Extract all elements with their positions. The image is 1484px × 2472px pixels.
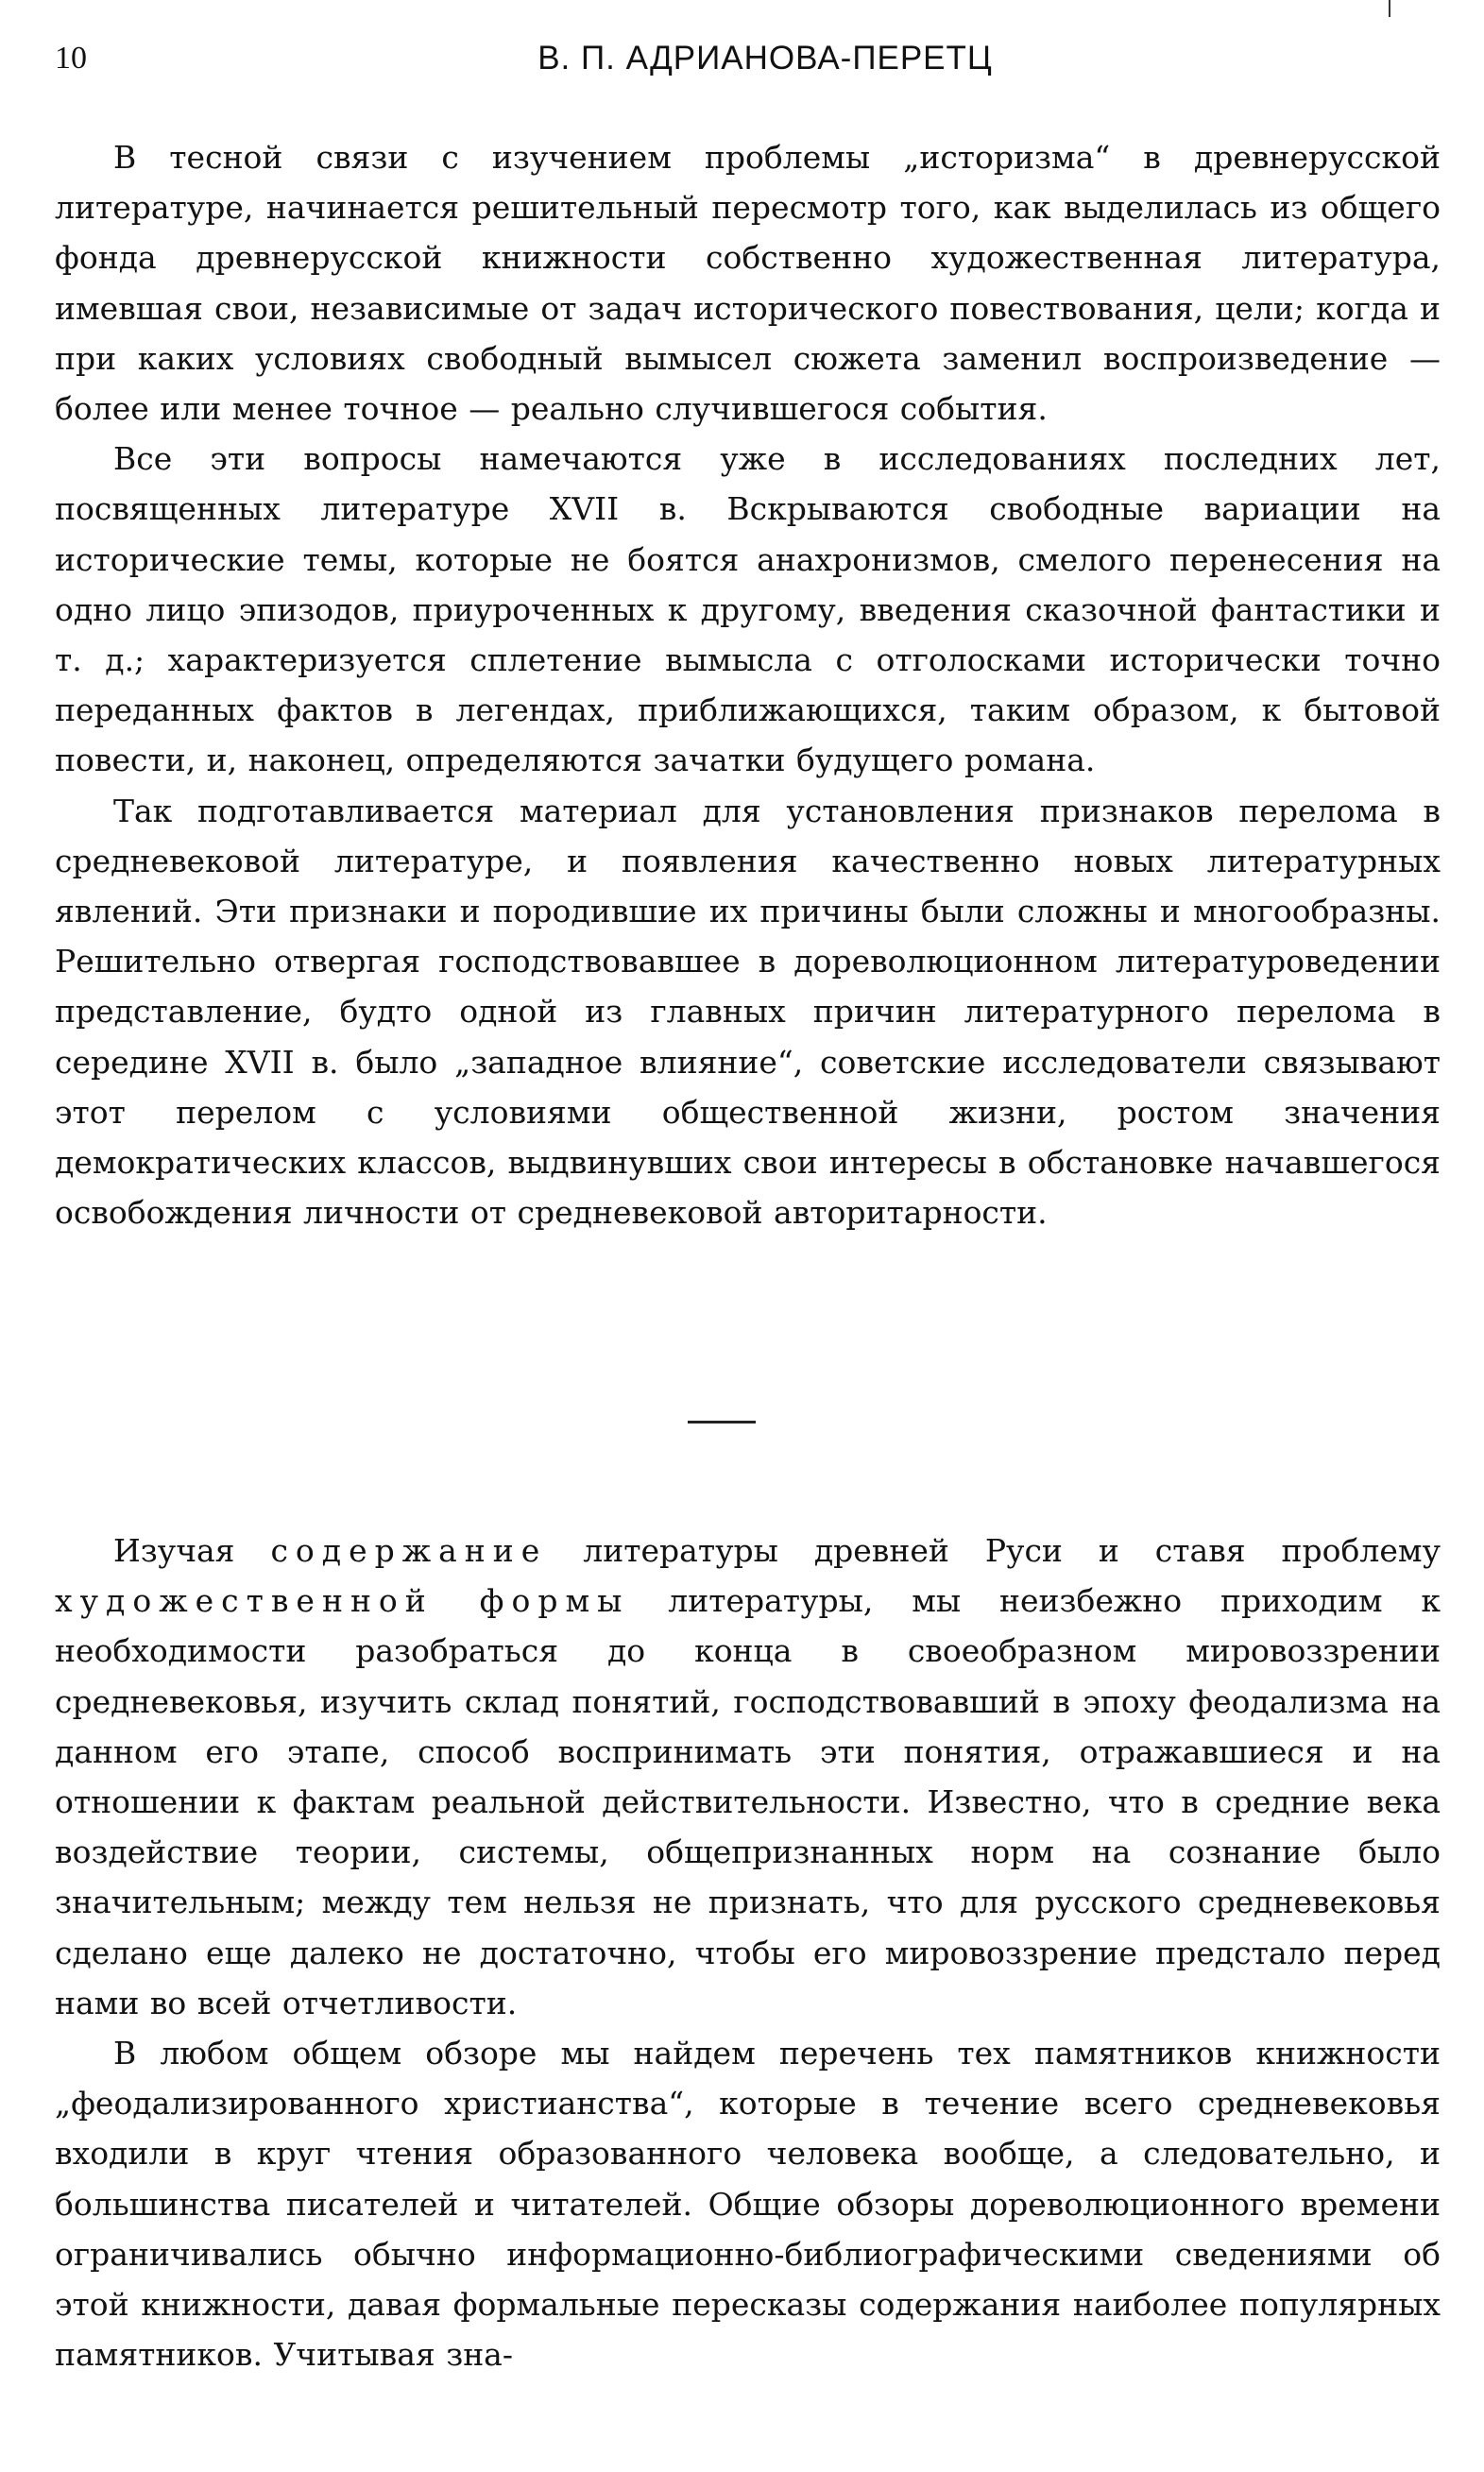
running-title: В. П. АДРИАНОВА-ПЕРЕТЦ [537, 40, 993, 77]
top-section-text [55, 132, 1441, 1237]
paragraph: Так подготавливается материал для установления признаков перелома в средневековой литературе, и появления качественно новых литературных явлений. Эти признаки и породившие их причины были сложны и многообразны. Решительно отвергая господствовавшее в дореволюционном литературоведении представление, будто одной из главных причин литературного перелома в середине XVII в. было „западное влияние“, советские исследователи связывают этот перелом с условиями общественной жизни, ростом значения демократических классов, выдвинувших свои интересы в обстановке начавшегося освобождения личности от средневековой авторитарности. [55, 792, 1441, 1232]
section-separator-rule [688, 1421, 756, 1424]
spaced-emphasis-text: содержание [270, 1532, 548, 1569]
paragraph: Все эти вопросы намечаются уже в исследованиях последних лет, посвященных литературе XVII в. Вскрываются свободные вариации на исторические темы, которые не боятся анахронизмов, смелого перенесения на одно лицо эпизодов, приуроченных к другому, введения сказочной фантастики и т. д.; характеризуется сплетение вымысла с отголосками исторически точно переданных фактов в легендах, приближающихся, таким образом, к бытовой повести, и, наконец, определяются зачатки будущего романа. [55, 440, 1441, 779]
paragraph [55, 1526, 1441, 2028]
paragraph-text: Изучая [113, 1532, 271, 1569]
spaced-emphasis-text: художественной формы [55, 1582, 630, 1620]
paragraph-text: литературы, мы неизбежно приходим к необходимости разобраться до конца в своеобразном мировоззрении средневековья, изучить склад понятий, господствовавший в эпоху феодализма на данном его этапе, способ воспринимать эти понятия, отражавшиеся и на отношении к фактам реальной действительности. Известно, что в средние века воздействие теории, системы, общепризнанных норм на сознание было значительным; между тем нельзя не признать, что для русского средневековья сделано еще далеко не достаточно, чтобы его мировоззрение предстало перед нами во всей отчетливости. [55, 1582, 1441, 2021]
paragraph: В тесной связи с изучением проблемы „историзма“ в древнерусской литературе, начинается решительный пересмотр того, как выделилась из общего фонда древнерусской книжности собственно художественная литература, имевшая свои, независимые от задач исторического повествования, цели; когда и при каких условиях свободный вымысел сюжета заменил воспроизведение — более или менее точное — реально случившегося события. [55, 139, 1441, 428]
paragraph: В любом общем обзоре мы найдем перечень тех памятников книжности „феодализированного христианства“, которые в течение всего средневековья входили в круг чтения образованного человека вообще, а следовательно, и большинства писателей и читателей. Общие обзоры дореволюционного времени ограничивались обычно информационно-библиографическими сведениями об этой книжности, давая формальные пересказы содержания наиболее популярных памятников. Учитывая зна- [55, 2035, 1441, 2374]
paragraph-text: литературы древней Руси и ставя проблему [547, 1532, 1441, 1569]
page-number: 10 [55, 41, 87, 76]
bottom-section-text [55, 1526, 1441, 2379]
margin-tick-mark [1389, 0, 1396, 17]
